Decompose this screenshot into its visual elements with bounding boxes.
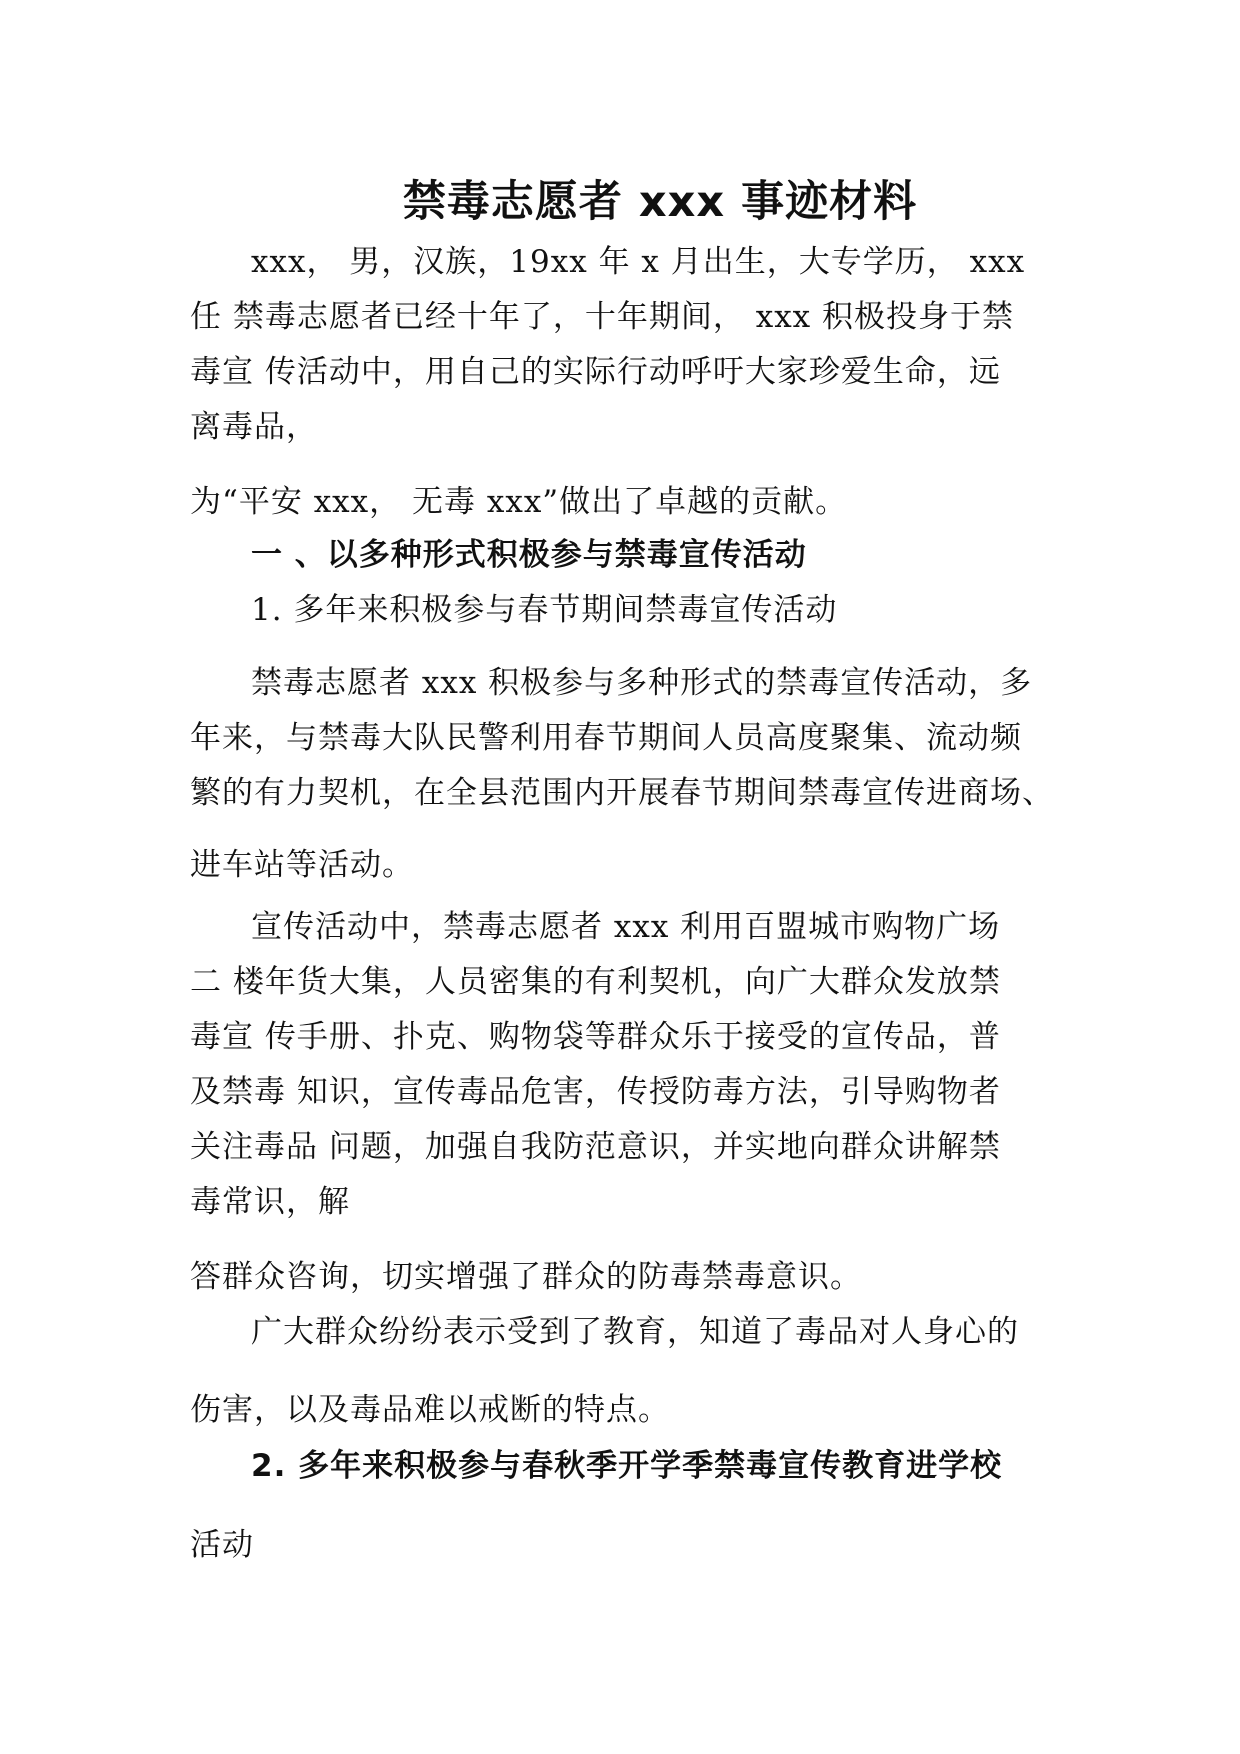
paragraph-line: 年来，与禁毒大队民警利用春节期间人员高度聚集、流动频	[190, 720, 1022, 756]
paragraph-line: 活动	[190, 1527, 254, 1563]
document-title: 禁毒志愿者 xxx 事迹材料	[402, 177, 918, 227]
subsection-heading: 1. 多年来积极参与春节期间禁毒宣传活动	[251, 592, 838, 628]
paragraph-line: 及禁毒 知识，宣传毒品危害，传授防毒方法，引导购物者	[190, 1074, 1001, 1110]
subsection-heading: 2. 多年来积极参与春秋季开学季禁毒宣传教育进学校	[251, 1448, 1003, 1484]
paragraph-line: 禁毒志愿者 xxx 积极参与多种形式的禁毒宣传活动，多	[251, 665, 1033, 701]
paragraph-line: 毒宣 传手册、扑克、购物袋等群众乐于接受的宣传品，普	[190, 1019, 1001, 1055]
paragraph-line: 广大群众纷纷表示受到了教育，知道了毒品对人身心的	[251, 1314, 1019, 1350]
paragraph-line: 进车站等活动。	[190, 847, 414, 883]
paragraph-line: 毒宣 传活动中，用自己的实际行动呼吁大家珍爱生命，远	[190, 354, 1001, 390]
paragraph-line: 任 禁毒志愿者已经十年了，十年期间， xxx 积极投身于禁	[190, 299, 1015, 335]
paragraph-line: 答群众咨询，切实增强了群众的防毒禁毒意识。	[190, 1259, 862, 1295]
paragraph-line: 离毒品，	[190, 409, 318, 445]
paragraph-line: 毒常识，解	[190, 1184, 350, 1220]
paragraph-line: 伤害，以及毒品难以戒断的特点。	[190, 1392, 670, 1428]
paragraph-line: xxx， 男，汉族，19xx 年 x 月出生，大专学历， xxx	[251, 244, 1026, 280]
section-heading: 一 、以多种形式积极参与禁毒宣传活动	[251, 537, 807, 573]
paragraph-line: 为“平安 xxx， 无毒 xxx”做出了卓越的贡献。	[190, 484, 848, 520]
paragraph-line: 繁的有力契机，在全县范围内开展春节期间禁毒宣传进商场、	[190, 775, 1054, 811]
paragraph-line: 宣传活动中，禁毒志愿者 xxx 利用百盟城市购物广场	[251, 909, 1001, 945]
paragraph-line: 二 楼年货大集，人员密集的有利契机，向广大群众发放禁	[190, 964, 1001, 1000]
paragraph-line: 关注毒品 问题，加强自我防范意识，并实地向群众讲解禁	[190, 1129, 1001, 1165]
